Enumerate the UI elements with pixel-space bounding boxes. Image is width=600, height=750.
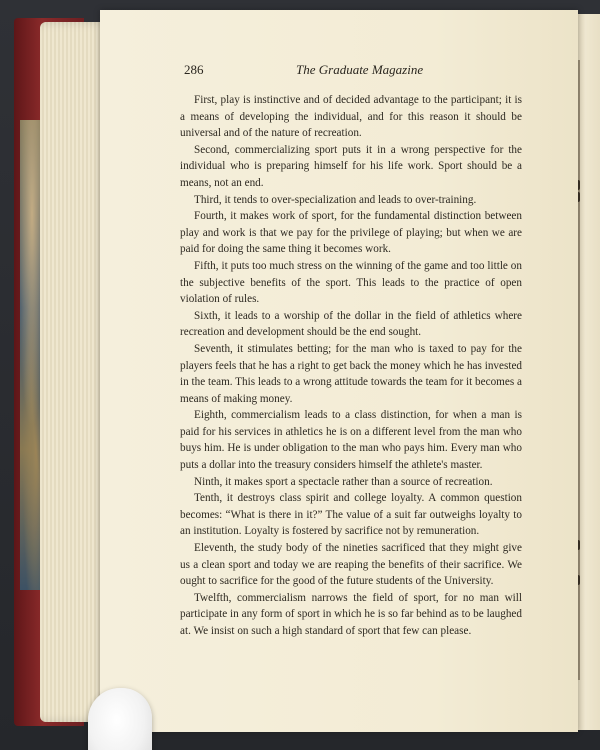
page-number: 286 — [184, 62, 204, 77]
binding-gutter — [578, 60, 580, 680]
paragraph-fourth: Fourth, it makes work of sport, for the fundamental distinction between play and work is that we pay for the privilege of playing; but when we are paid for doing the same thing it becomes work. — [180, 210, 522, 256]
page-stack-edge — [40, 22, 108, 722]
paragraph-first: First, play is instinctive and of decided advantage to the participant; it is a means of developing the individual, and for this reason it should be universal and of the nature of recreation. — [180, 94, 522, 140]
paragraph-eleventh: Eleventh, the study body of the nineties sacrificed that they might give us a clean sport and today we are reaping the benefits of their sacrifice. We ought to sacrifice for the good of the future students of the University. — [180, 542, 522, 588]
page-body — [180, 92, 522, 640]
paragraph-eighth: Eighth, commercialism leads to a class distinction, for when a man is paid for his services in athletics he is on a different level from the man who buys him. He is under obligation to the man who pays him. Every man who puts a dollar into the treasury considers himself the athlete's master. — [180, 409, 522, 472]
white-glove-hand — [88, 688, 152, 750]
paragraph-ninth: Ninth, it makes sport a spectacle rather than a source of recreation. — [194, 475, 493, 488]
paragraph-twelfth: Twelfth, commercialism narrows the field of sport, for no man will participate in any form of sport in which he is so far behind as to be laughed at. We insist on such a high standard of sport that few can please. — [180, 591, 522, 637]
paragraph-fifth: Fifth, it puts too much stress on the winning of the game and too little on the subjective benefits of the sport. This leads to the practice of open violation of rules. — [180, 259, 522, 306]
paragraph-seventh: Seventh, it stimulates betting; for the man who is taxed to pay for the players feels that he has a right to get back the money which he has invested in the team. This leads to a wrong attitude towards the team for it becomes a means of making money. — [180, 342, 522, 405]
paragraph-sixth: Sixth, it leads to a worship of the dollar in the field of athletics where recreation and development should be the end sought. — [180, 309, 522, 339]
paragraph-tenth: Tenth, it destroys class spirit and college loyalty. A common question becomes: “What is there in it?” The value of a suit far outweighs loyalty to an institution. Loyalty is fostered by sacrifice not by remuneration. — [180, 492, 522, 538]
running-head-title: The Graduate Magazine — [296, 62, 424, 77]
paragraph-third: Third, it tends to over-specialization and leads to over-training. — [194, 193, 477, 206]
paragraph-second: Second, commercializing sport puts it in a wrong perspective for the individual who is preparing himself for his life work. Sport should be a means, not an end. — [180, 143, 522, 189]
page-header — [184, 62, 524, 82]
